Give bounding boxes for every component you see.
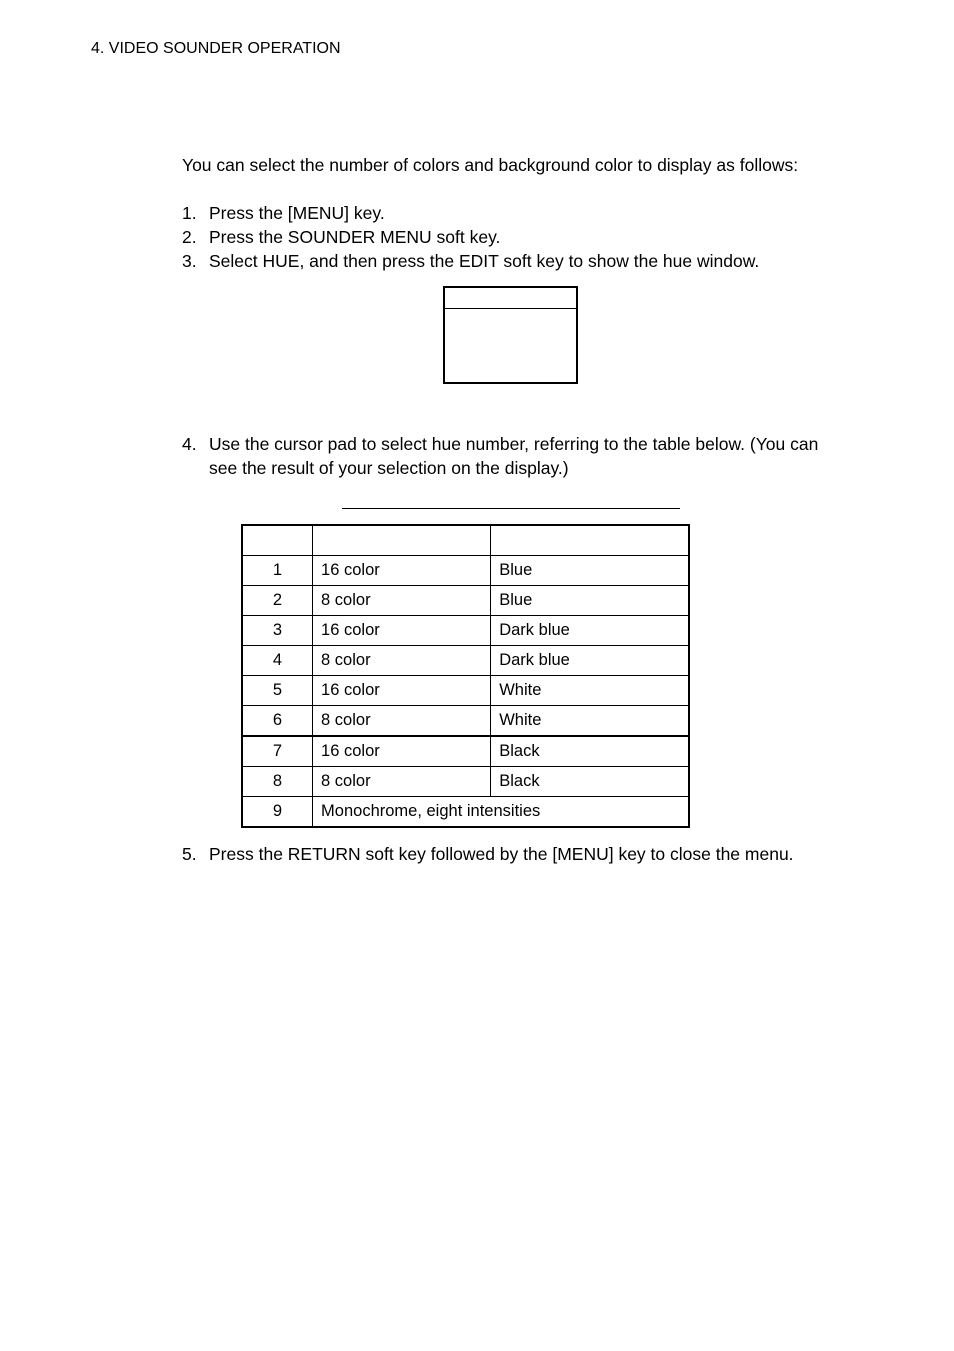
step-number: 3. — [182, 251, 197, 271]
step-text: Use the cursor pad to select hue number, referring to the table below. (You can see the result of your selection on the display.) — [209, 434, 819, 478]
hue-number-cell: 7 — [242, 736, 313, 767]
table-row — [242, 646, 689, 676]
step-text: Press the SOUNDER MENU soft key. — [209, 227, 501, 247]
running-header: 4. VIDEO SOUNDER OPERATION — [91, 40, 341, 57]
colors-cell: 8 color — [313, 586, 491, 616]
table-row — [242, 767, 689, 797]
colors-cell: 8 color — [313, 767, 491, 797]
hue-number-cell: 6 — [242, 706, 313, 737]
monochrome-cell: Monochrome, eight intensities — [313, 797, 689, 828]
background-cell: Black — [491, 767, 689, 797]
background-cell: White — [491, 676, 689, 706]
colors-cell: 16 color — [313, 676, 491, 706]
colors-cell: 8 color — [313, 646, 491, 676]
header-cell — [491, 525, 689, 556]
table-row — [242, 706, 689, 737]
step-text: Press the [MENU] key. — [209, 203, 385, 223]
hue-number-cell: 8 — [242, 767, 313, 797]
table-header-row — [242, 525, 689, 556]
header-cell — [242, 525, 313, 556]
background-cell: Blue — [491, 556, 689, 586]
table-row — [242, 676, 689, 706]
hue-number-cell: 3 — [242, 616, 313, 646]
hue-window-figure — [443, 286, 578, 384]
table-row — [242, 586, 689, 616]
hue-number-cell: 5 — [242, 676, 313, 706]
hue-number-cell: 1 — [242, 556, 313, 586]
step-text: Press the RETURN soft key followed by the [MENU] key to close the menu. — [209, 844, 794, 864]
table-row — [242, 797, 689, 828]
colors-cell: 16 color — [313, 616, 491, 646]
hue-number-cell: 2 — [242, 586, 313, 616]
intro-paragraph: You can select the number of colors and background color to display as follows: — [182, 155, 799, 175]
header-cell — [313, 525, 491, 556]
step-number: 1. — [182, 203, 197, 223]
table-row — [242, 736, 689, 767]
hue-number-cell: 9 — [242, 797, 313, 828]
background-cell: Blue — [491, 586, 689, 616]
colors-cell: 8 color — [313, 706, 491, 737]
hue-number-cell: 4 — [242, 646, 313, 676]
colors-cell: 16 color — [313, 736, 491, 767]
background-cell: Dark blue — [491, 616, 689, 646]
background-cell: White — [491, 706, 689, 737]
hue-window-title-bar — [445, 288, 576, 309]
step-number: 2. — [182, 227, 197, 247]
table-row — [242, 616, 689, 646]
step-number: 4. — [182, 434, 197, 454]
background-cell: Black — [491, 736, 689, 767]
step-number: 5. — [182, 844, 197, 864]
colors-cell: 16 color — [313, 556, 491, 586]
background-cell: Dark blue — [491, 646, 689, 676]
hue-table — [241, 524, 690, 828]
step-text: Select HUE, and then press the EDIT soft key to show the hue window. — [209, 251, 760, 271]
table-row — [242, 556, 689, 586]
table-caption-line — [342, 508, 680, 509]
